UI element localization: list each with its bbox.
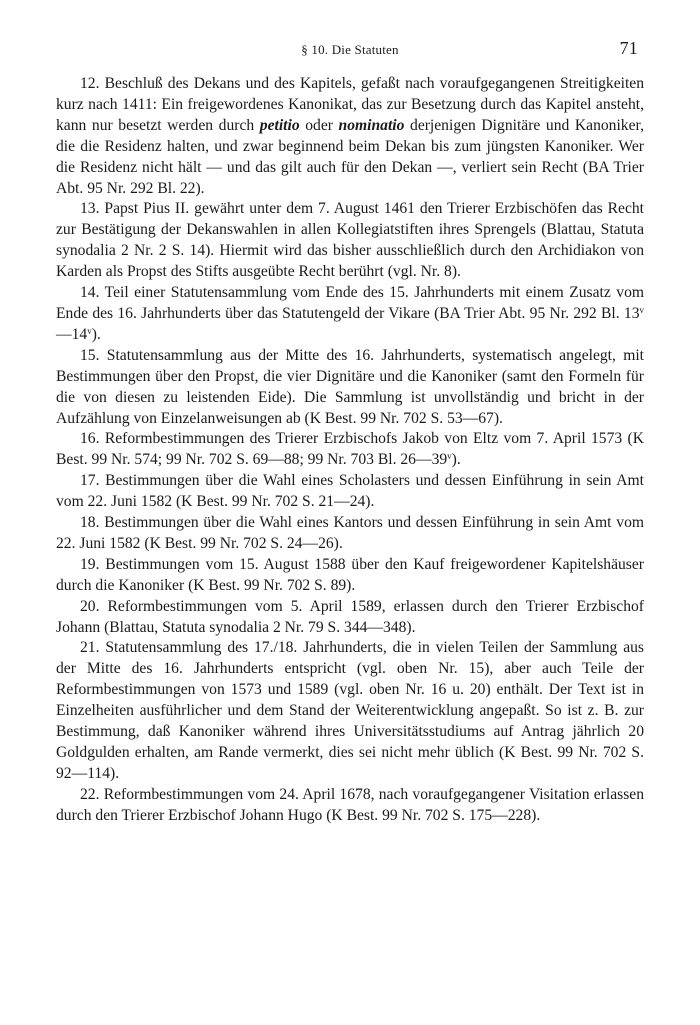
book-page xyxy=(56,38,644,827)
paragraph-text: 12. Beschluß des Dekans und des Kapitels, gefaßt nach voraufgegangenen Streitigkeiten kurz nach 1411: Ein freigewordenes Kanonikat, das zur Besetzung durch das Kapitel ansteht, kann nur besetzt werden durch xyxy=(56,75,644,134)
paragraph-20: 20. Reformbestimmungen vom 5. April 1589, erlassen durch den Trierer Erzbischof Johann (Blattau, Statuta synodalia 2 Nr. 79 S. 344—348). xyxy=(56,597,644,636)
body-text xyxy=(56,74,644,827)
paragraph-19: 19. Bestimmungen vom 15. August 1588 über den Kauf freigewordener Kapitelshäuser durch die Kanoniker (K Best. 99 Nr. 702 S. 89). xyxy=(56,555,644,594)
paragraph-22: 22. Reformbestimmungen vom 24. April 1678, nach voraufgegangener Visitation erlassen durch den Trierer Erzbischof Johann Hugo (K Best. 99 Nr. 702 S. 175—228). xyxy=(56,785,644,824)
latin-term-petitio: petitio xyxy=(259,116,300,134)
paragraph-text: ). xyxy=(451,451,461,469)
paragraph-17: 17. Bestimmungen über die Wahl eines Scholasters und dessen Einführung in sein Amt vom 22. Juni 1582 (K Best. 99 Nr. 702 S. 21—24). xyxy=(56,472,644,511)
paragraph-12 xyxy=(56,74,644,199)
running-title: § 10. Die Statuten xyxy=(301,42,399,57)
paragraph-15: 15. Statutensammlung aus der Mitte des 16. Jahrhunderts, systematisch angelegt, mit Bestimmungen über den Propst, die vier Dignitäre und die Kanoniker (samt den Formeln für die von diesen zu leistenden Eide). Die Sammlung ist unvollständig und bricht in der Aufzählung von Einzelanweisungen ab (K Best. 99 Nr. 702 S. 53—67). xyxy=(56,346,644,427)
paragraph-text: —14 xyxy=(56,325,88,343)
paragraph-16 xyxy=(56,429,644,471)
paragraph-text: 16. Reformbestimmungen des Trierer Erzbischofs Jakob von Eltz vom 7. April 1573 (K Best. 99 Nr. 574; 99 Nr. 702 S. 69—88; 99 Nr. 703 Bl. 26—39 xyxy=(56,430,644,469)
paragraph-text: ). xyxy=(91,325,101,343)
latin-term-nominatio: nominatio xyxy=(338,116,405,134)
paragraph-14 xyxy=(56,283,644,346)
paragraph-18: 18. Bestimmungen über die Wahl eines Kantors und dessen Einführung in sein Amt vom 22. Juni 1582 (K Best. 99 Nr. 702 S. 24—26). xyxy=(56,514,644,552)
paragraph-text: 14. Teil einer Statutensammlung vom Ende des 15. Jahrhunderts mit einem Zusatz vom Ende des 16. Jahrhunderts über das Statutengeld der Vikare (BA Trier Abt. 95 Nr. 292 Bl. 13 xyxy=(56,284,644,322)
page-number: 71 xyxy=(619,38,638,58)
paragraph-text: derjenigen Dignitäre und Kanoniker, die die Residenz halten, und zwar beginnend beim Dekan bis zum jüngsten Kanoniker. Wer die Residenz nicht hält — und das gilt auch für den Dekan —, verliert sein Recht (BA Trier Abt. 95 Nr. 292 Bl. 22). xyxy=(56,116,644,197)
superscript-verso: v xyxy=(639,304,644,315)
paragraph-13: 13. Papst Pius II. gewährt unter dem 7. August 1461 den Trierer Erzbischöfen das Recht zur Bestätigung der Dekanswahlen in allen Kollegiatstiften ihres Sprengels (Blattau, Statuta synodalia 2 Nr. 2 S. 14). Hiermit wird das bisher ausschließlich durch den Archidiakon von Karden als Propst des Stifts ausgeübte Recht berührt (vgl. Nr. 8). xyxy=(56,200,644,281)
running-head xyxy=(56,38,644,66)
paragraph-text: oder xyxy=(299,116,339,134)
paragraph-21: 21. Statutensammlung des 17./18. Jahrhunderts, die in vielen Teilen der Sammlung aus der Mitte des 16. Jahrhunderts entspricht (vgl. oben Nr. 15), aber auch Teile der Reformbestimmungen von 1573 und 1589 (vgl. oben Nr. 16 u. 20) enthält. Der Text ist in Einzelheiten ausführlicher und dem Stand der Weiterentwicklung angepaßt. So ist z. B. zur Bestimmung, daß Kanoniker während ihres Universitätsstudiums auf Antrag jährlich 20 Goldgulden erhalten, am Rande vermerkt, dies sei nicht mehr üblich (K Best. 99 Nr. 702 S. 92—114). xyxy=(56,639,644,782)
superscript-verso: v xyxy=(87,325,92,336)
superscript-verso: v xyxy=(447,451,452,462)
